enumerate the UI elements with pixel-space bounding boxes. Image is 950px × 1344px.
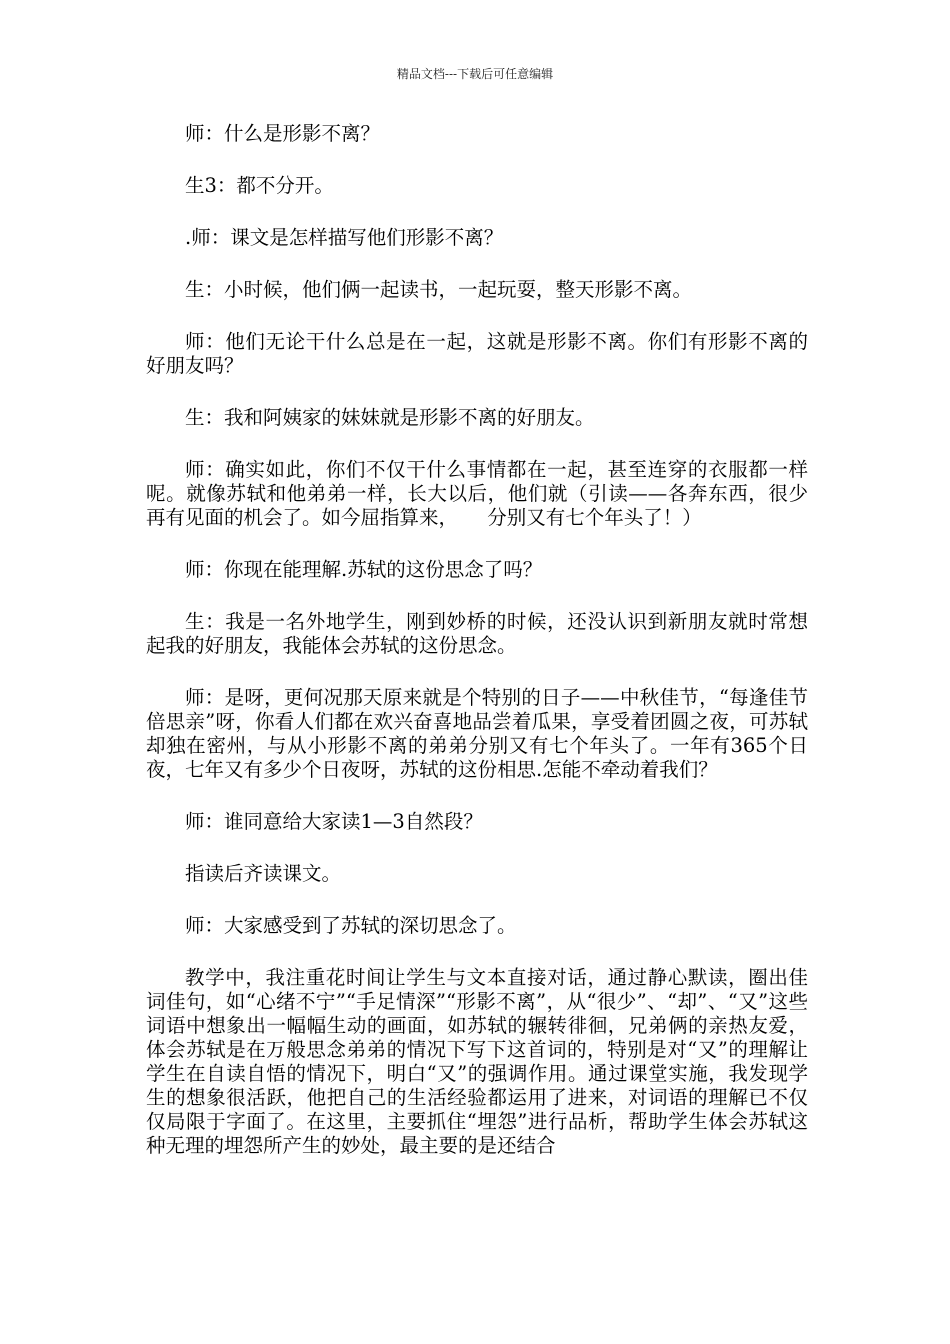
paragraph-9: 生：我是一名外地学生，刚到妙桥的时候，还没认识到新朋友就时常想起我的好朋友，我能体会苏轼的这份思念。 — [146, 610, 808, 657]
paragraph-3: .师：课文是怎样描写他们形影不离？ — [185, 226, 504, 249]
document-body — [146, 122, 808, 1158]
paragraph-5: 师：他们无论干什么总是在一起，这就是形影不离。你们有形影不离的好朋友吗？ — [146, 330, 808, 377]
paragraph-2: 生3：都不分开。 — [185, 174, 334, 197]
paragraph-11: 师：谁同意给大家读1—3自然段？ — [185, 810, 483, 833]
paragraph-14: 教学中，我注重花时间让学生与文本直接对话，通过静心默读，圈出佳词佳句，如“心绪不宁”“手足情深”“形影不离”，从“很少”、“却”、“又”这些词语中想象出一幅幅生动的画面，如苏轼的辗转徘徊，兄弟俩的亲热友爱，体会苏轼是在万般思念弟弟的情况下写下这首词的，特别是对“又”的理解让学生在自读自悟的情况下，明白“又”的强调作用。通过课堂实施，我发现学生的想象很活跃，他把自己的生活经验都运用了进来，对词语的理解已不仅仅局限于字面了。在这里，主要抓住“埋怨”进行品析，帮助学生体会苏轼这种无理的埋怨所产生的妙处，最主要的是还结合 — [146, 966, 808, 1157]
paragraph-13: 师：大家感受到了苏轼的深切思念了。 — [185, 914, 517, 937]
paragraph-7: 师：确实如此，你们不仅干什么事情都在一起，甚至连穿的衣服都一样呢。就像苏轼和他弟弟一样，长大以后，他们就（引读——各奔东西，很少再有见面的机会了。如今屈指算来， 分别又有七个年头了！） — [146, 458, 808, 529]
paragraph-6: 生：我和阿姨家的妹妹就是形影不离的好朋友。 — [185, 406, 595, 429]
paragraph-1: 师：什么是形影不离？ — [185, 122, 381, 145]
paragraph-10: 师：是呀，更何况那天原来就是个特别的日子——中秋佳节，“每逢佳节倍思亲”呀，你看人们都在欢兴奋喜地品尝着瓜果，享受着团圆之夜，可苏轼却独在密州，与从小形影不离的弟弟分别又有七个年头了。一年有365个日夜，七年又有多少个日夜呀，苏轼的这份相思.怎能不牵动着我们？ — [146, 686, 808, 781]
paragraph-4: 生：小时候，他们俩一起读书，一起玩耍，整天形影不离。 — [185, 278, 693, 301]
paragraph-12: 指读后齐读课文。 — [185, 862, 342, 885]
paragraph-8: 师：你现在能理解.苏轼的这份思念了吗？ — [185, 558, 543, 581]
page-header: 精品文档---下载后可任意编辑 — [396, 67, 554, 81]
